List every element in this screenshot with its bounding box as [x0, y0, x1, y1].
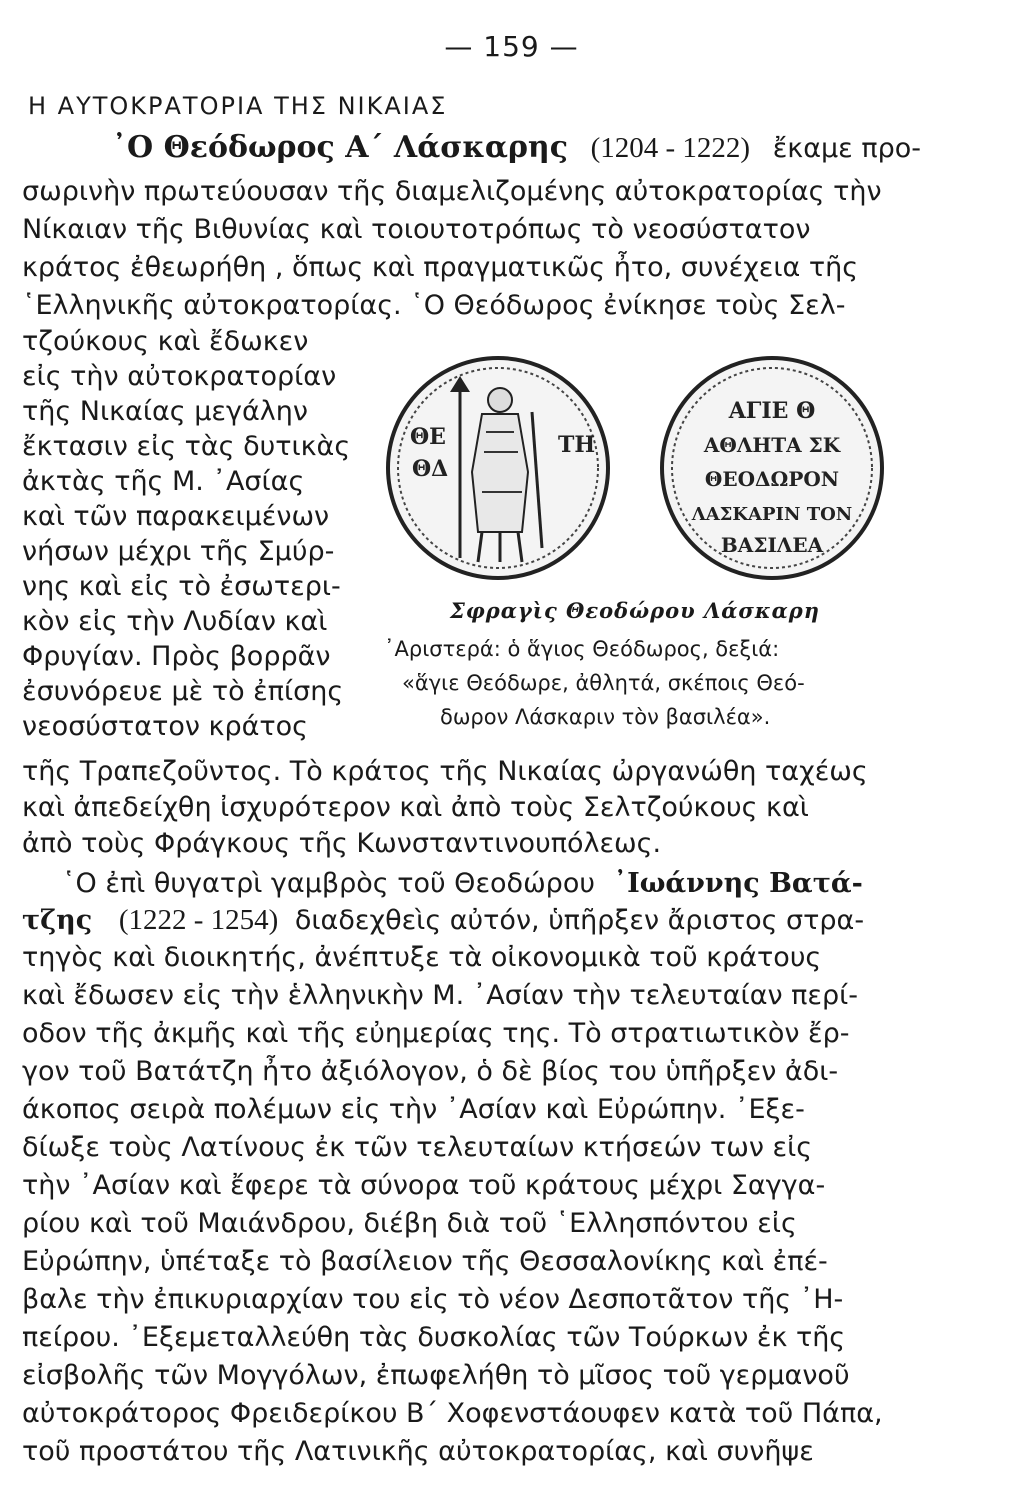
text-line: [22, 902, 864, 939]
page-number: — 159 —: [444, 30, 579, 63]
text-line: νήσων μέχρι τῆς Σμύρ-: [22, 536, 335, 567]
seal-obverse-image: [382, 352, 614, 584]
text-line: Νίκαιαν τῆς Βιθυνίας καὶ τοιουτοτρόπως τὸ νεοσύστατον: [22, 214, 811, 245]
text-line: κὸν εἰς τὴν Λυδίαν καὶ: [22, 606, 328, 637]
text-fragment: ἔκαμε προ-: [772, 133, 922, 164]
text-line: ρίου καὶ τοῦ Μαιάνδρου, διέβη διὰ τοῦ ῾Ελλησπόντου εἰς: [22, 1208, 797, 1239]
seal-letter: ΘΕ: [410, 424, 446, 450]
seal-figure: [380, 352, 890, 732]
reign-dates: (1222 - 1254): [118, 904, 279, 936]
emperor-name: τζης: [22, 905, 93, 936]
text-line: κράτος ἐθεωρήθη , ὅπως καὶ πραγματικῶς ἦτο, συνέχεια τῆς: [22, 252, 859, 283]
text-line: πείρου. ᾿Εξεμεταλλεύθη τὰς δυσκολίας τῶν Τούρκων ἐκ τῆς: [22, 1322, 846, 1353]
text-line: τοῦ προστάτου τῆς Λατινικῆς αὐτοκρατορίας, καὶ συνῆψε: [22, 1436, 814, 1467]
seal-inscription: ΛΑΣΚΑΡΙΝ ΤΟΝ: [691, 504, 853, 525]
seal-letter: ΤΗ: [558, 432, 596, 458]
text-line: καὶ τῶν παρακειμένων: [22, 501, 330, 532]
seal-inscription: ΑΘΛΗΤΑ ΣΚ: [703, 433, 841, 457]
figure-caption-line: δωρον Λάσκαριν τὸν βασιλέα».: [440, 705, 771, 729]
text-line: Φρυγίαν. Πρὸς βορρᾶν: [22, 641, 331, 672]
seal-inscription: ΑΓΙΕ Θ: [728, 398, 816, 424]
figure-caption-line: «ἅγιε Θεόδωρε, ἀθλητά, σκέποις Θεό-: [402, 671, 805, 695]
seal-inscription: ΒΑΣΙΛΕΑ: [720, 533, 824, 557]
text-line: αὐτοκράτορος Φρειδερίκου Β΄ Χοφενστάουφεν κατὰ τοῦ Πάπα,: [22, 1398, 883, 1429]
text-line: τῆς Τραπεζοῦντος. Τὸ κράτος τῆς Νικαίας ὠργανώθη ταχέως: [22, 756, 868, 787]
text-line: ἔκτασιν εἰς τὰς δυτικὰς: [22, 431, 351, 462]
text-line: εἰσβολῆς τῶν Μογγόλων, ἐπωφελήθη τὸ μῖσος τοῦ γερμανοῦ: [22, 1360, 850, 1391]
text-line: νης καὶ εἰς τὸ ἐσωτερι-: [22, 571, 341, 602]
text-line: καὶ ἀπεδείχθη ἰσχυρότερον καὶ ἀπὸ τοὺς Σελτζούκους καὶ: [22, 792, 809, 823]
emperor-name: ᾿Ο Θεόδωρος Α΄ Λάσκαρης: [112, 130, 569, 165]
text-line: δίωξε τοὺς Λατίνους ἐκ τῶν τελευταίων κτήσεών των εἰς: [22, 1132, 813, 1163]
text-line: [62, 866, 863, 902]
text-line: τζούκους καὶ ἔδωκεν: [22, 326, 309, 357]
figure-caption-line: ᾿Αριστερά: ὁ ἅγιος Θεόδωρος, δεξιά:: [384, 637, 780, 661]
text-line: οδον τῆς ἀκμῆς καὶ τῆς εὐημερίας της. Τὸ στρατιωτικὸν ἔρ-: [22, 1018, 850, 1049]
text-fragment: διαδεχθεὶς αὐτόν, ὑπῆρξεν ἄριστος στρα-: [294, 905, 865, 936]
text-line: νεοσύστατον κράτος: [22, 711, 309, 742]
text-line: γον τοῦ Βατάτζη ἦτο ἀξιόλογον, ὁ δὲ βίος του ὑπῆρξεν ἀδι-: [22, 1056, 839, 1087]
text-line: ἀκτὰς τῆς Μ. ᾿Ασίας: [22, 466, 305, 497]
text-line: εἰς τὴν αὐτοκρατορίαν: [22, 361, 337, 392]
figure-title: Σφραγὶς Θεοδώρου Λάσκαρη: [449, 598, 821, 623]
text-line: άκοπος σειρὰ πολέμων εἰς τὴν ᾿Ασίαν καὶ Εὐρώπην. ᾿Εξε-: [22, 1094, 805, 1125]
text-line: [112, 130, 921, 167]
text-line: Εὐρώπην, ὑπέταξε τὸ βασίλειον τῆς Θεσσαλονίκης καὶ ἐπέ-: [22, 1246, 828, 1277]
text-line: καὶ ἔδωσεν εἰς τὴν ἑλληνικὴν Μ. ᾿Ασίαν τὴν τελευταίαν περί-: [22, 980, 859, 1011]
seal-inscription: ΘΕΟΔΩΡΟΝ: [704, 467, 840, 491]
seal-letter: ΘΔ: [412, 456, 449, 482]
text-line: ῾Ελληνικῆς αὐτοκρατορίας. ῾Ο Θεόδωρος ἐνίκησε τοὺς Σελ-: [22, 290, 846, 321]
text-line: βαλε τὴν ἐπικυριαρχίαν του εἰς τὸ νέον Δεσποτᾶτον τῆς ᾿Η-: [22, 1284, 844, 1315]
text-line: τὴν ᾿Ασίαν καὶ ἔφερε τὰ σύνορα τοῦ κράτους μέχρι Σαγγα-: [22, 1170, 826, 1201]
text-line: τηγὸς καὶ διοικητής, ἀνέπτυξε τὰ οἰκονομικὰ τοῦ κράτους: [22, 942, 822, 973]
text-line: τῆς Νικαίας μεγάλην: [22, 396, 308, 427]
text-fragment: ῾Ο ἐπὶ θυγατρὶ γαμβρὸς τοῦ Θεοδώρου: [62, 868, 595, 899]
text-line: ἀπὸ τοὺς Φράγκους τῆς Κωνσταντινουπόλεως.: [22, 828, 662, 859]
text-line: σωρινὴν πρωτεύουσαν τῆς διαμελιζομένης αὐτοκρατορίας τὴν: [22, 176, 882, 207]
reign-dates: (1204 - 1222): [590, 132, 751, 164]
seal-reverse-image: [656, 352, 888, 584]
section-title: Η ΑΥΤΟΚΡΑΤΟΡΙΑ ΤΗΣ ΝΙΚΑΙΑΣ: [28, 92, 448, 120]
text-line: ἐσυνόρευε μὲ τὸ ἐπίσης: [22, 676, 344, 707]
emperor-name: ᾿Ιωάννης Βατά-: [613, 868, 863, 899]
